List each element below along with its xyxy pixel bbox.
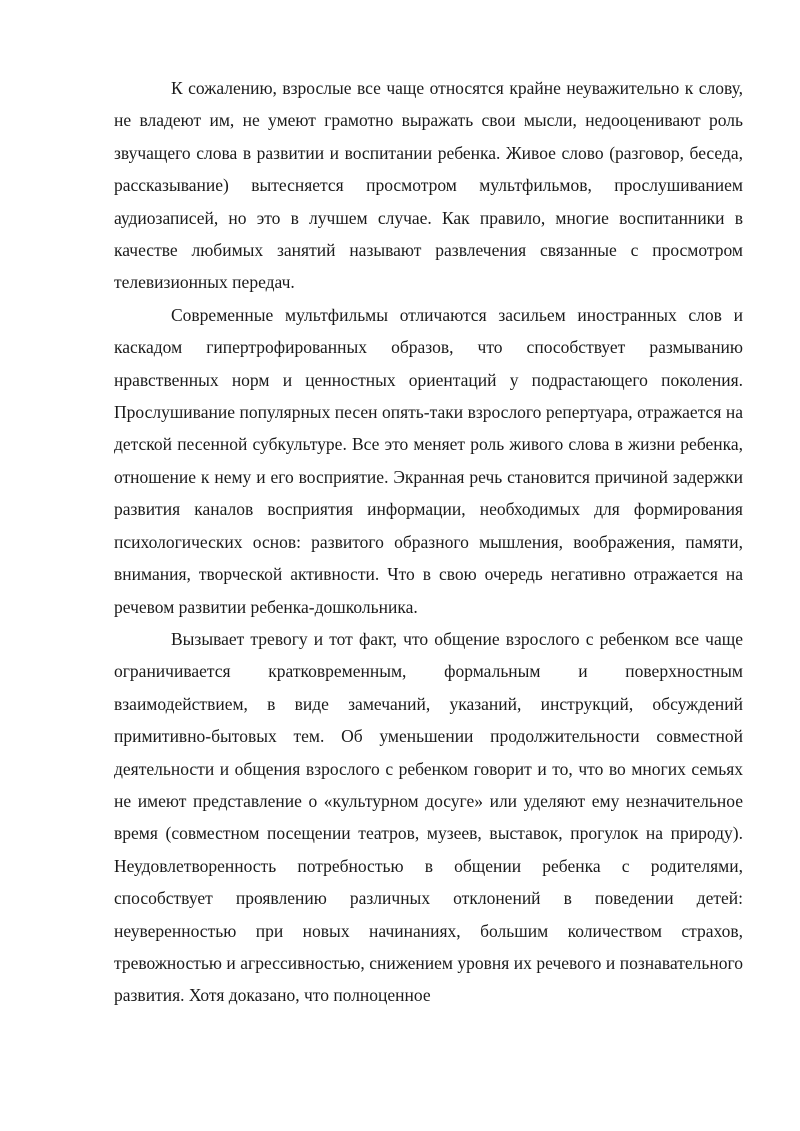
- body-text: [114, 72, 743, 1012]
- paragraph-3: Вызывает тревогу и тот факт, что общение взрослого с ребенком все чаще ограничивается кратковременным, формальным и поверхностным взаимодействием, в виде замечаний, указаний, инструкций, обсуждений примитивно-бытовых тем. Об уменьшении продолжительности совместной деятельности и общения взрослого с ребенком говорит и то, что во многих семьях не имеют представление о «культурном досуге» или уделяют ему незначительное время (совместном посещении театров, музеев, выставок, прогулок на природу). Неудовлетворенность потребностью в общении ребенка с родителями, способствует проявлению различных отклонений в поведении детей: неуверенностью при новых начинаниях, большим количеством страхов, тревожностью и агрессивностью, снижением уровня их речевого и познавательного развития. Хотя доказано, что полноценное: [114, 628, 743, 1006]
- paragraph-1: К сожалению, взрослые все чаще относятся крайне неуважительно к слову, не владеют им, не умеют грамотно выражать свои мысли, недооценивают роль звучащего слова в развитии и воспитании ребенка. Живое слово (разговор, беседа, рассказывание) вытесняется просмотром мультфильмов, прослушиванием аудиозаписей, но это в лучшем случае. Как правило, многие воспитанники в качестве любимых занятий называют развлечения связанные с просмотром телевизионных передач.: [114, 78, 743, 293]
- paragraph-2: Современные мультфильмы отличаются засильем иностранных слов и каскадом гипертрофированных образов, что способствует размыванию нравственных норм и ценностных ориентаций у подрастающего поколения. Прослушивание популярных песен опять-таки взрослого репертуара, отражается на детской песенной субкультуре. Все это меняет роль живого слова в жизни ребенка, отношение к нему и его восприятие. Экранная речь становится причиной задержки развития каналов восприятия информации, необходимых для формирования психологических основ: развитого образного мышления, воображения, памяти, внимания, творческой активности. Что в свою очередь негативно отражается на речевом развитии ребенка-дошкольника.: [114, 304, 743, 617]
